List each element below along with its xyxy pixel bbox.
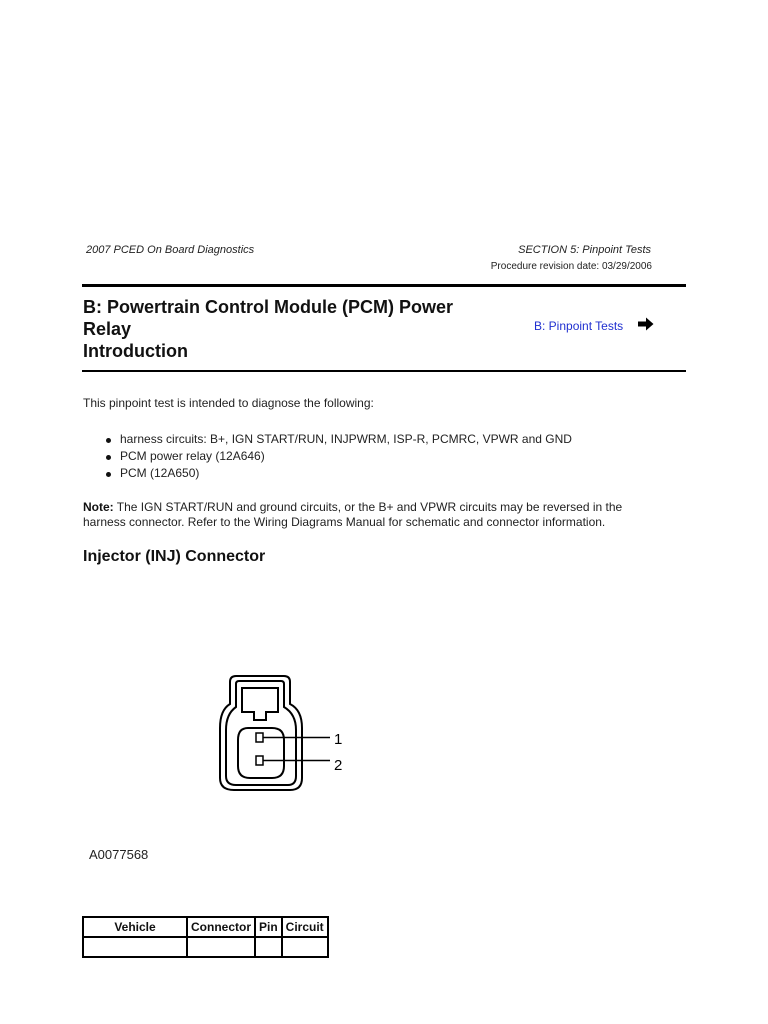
document-title: 2007 PCED On Board Diagnostics — [86, 244, 255, 256]
right-arrow-icon[interactable] — [637, 316, 655, 332]
list-item: PCM (12A650) — [104, 465, 572, 482]
pinpoint-tests-link[interactable]: B: Pinpoint Tests — [534, 319, 624, 333]
section-heading: Injector (INJ) Connector — [83, 548, 266, 565]
table-header-circuit: Circuit — [282, 917, 328, 937]
table-header-pin: Pin — [255, 917, 282, 937]
list-item: harness circuits: B+, IGN START/RUN, INJPWRM, ISP-R, PCMRC, VPWR and GND — [104, 431, 572, 448]
page-title-line-3: Introduction — [83, 341, 188, 361]
note-text: The IGN START/RUN and ground circuits, or the B+ and VPWR circuits may be reversed in the harness connector. Refer to the Wiring Diagrams Manual for schematic and connector information. — [83, 500, 623, 529]
pin-2 — [256, 756, 263, 765]
page-title-line-2: Relay — [83, 319, 132, 339]
table-header-connector: Connector — [187, 917, 255, 937]
revision-date: Procedure revision date: 03/29/2006 — [490, 261, 652, 272]
connector-latch — [242, 688, 278, 720]
pin-1-label: 1 — [334, 731, 343, 748]
title-divider — [82, 370, 686, 372]
injector-connector-diagram — [210, 670, 360, 800]
table-header-vehicle: Vehicle — [83, 917, 187, 937]
figure-id: A0077568 — [89, 847, 149, 862]
list-item: PCM power relay (12A646) — [104, 448, 572, 465]
page-title-line-1: B: Powertrain Control Module (PCM) Power — [83, 297, 454, 317]
pinout-table — [82, 916, 329, 958]
pin-1 — [256, 733, 263, 742]
intro-text: This pinpoint test is intended to diagnose the following: — [83, 396, 374, 410]
note-label: Note: — [83, 500, 114, 514]
section-title: SECTION 5: Pinpoint Tests — [518, 244, 651, 256]
header-divider — [82, 284, 686, 287]
connector-cavity — [238, 728, 284, 778]
pin-2-label: 2 — [334, 757, 343, 774]
table-row — [83, 937, 328, 957]
page-title — [83, 296, 503, 362]
diagnosis-list — [104, 431, 572, 482]
note-paragraph — [83, 500, 663, 530]
